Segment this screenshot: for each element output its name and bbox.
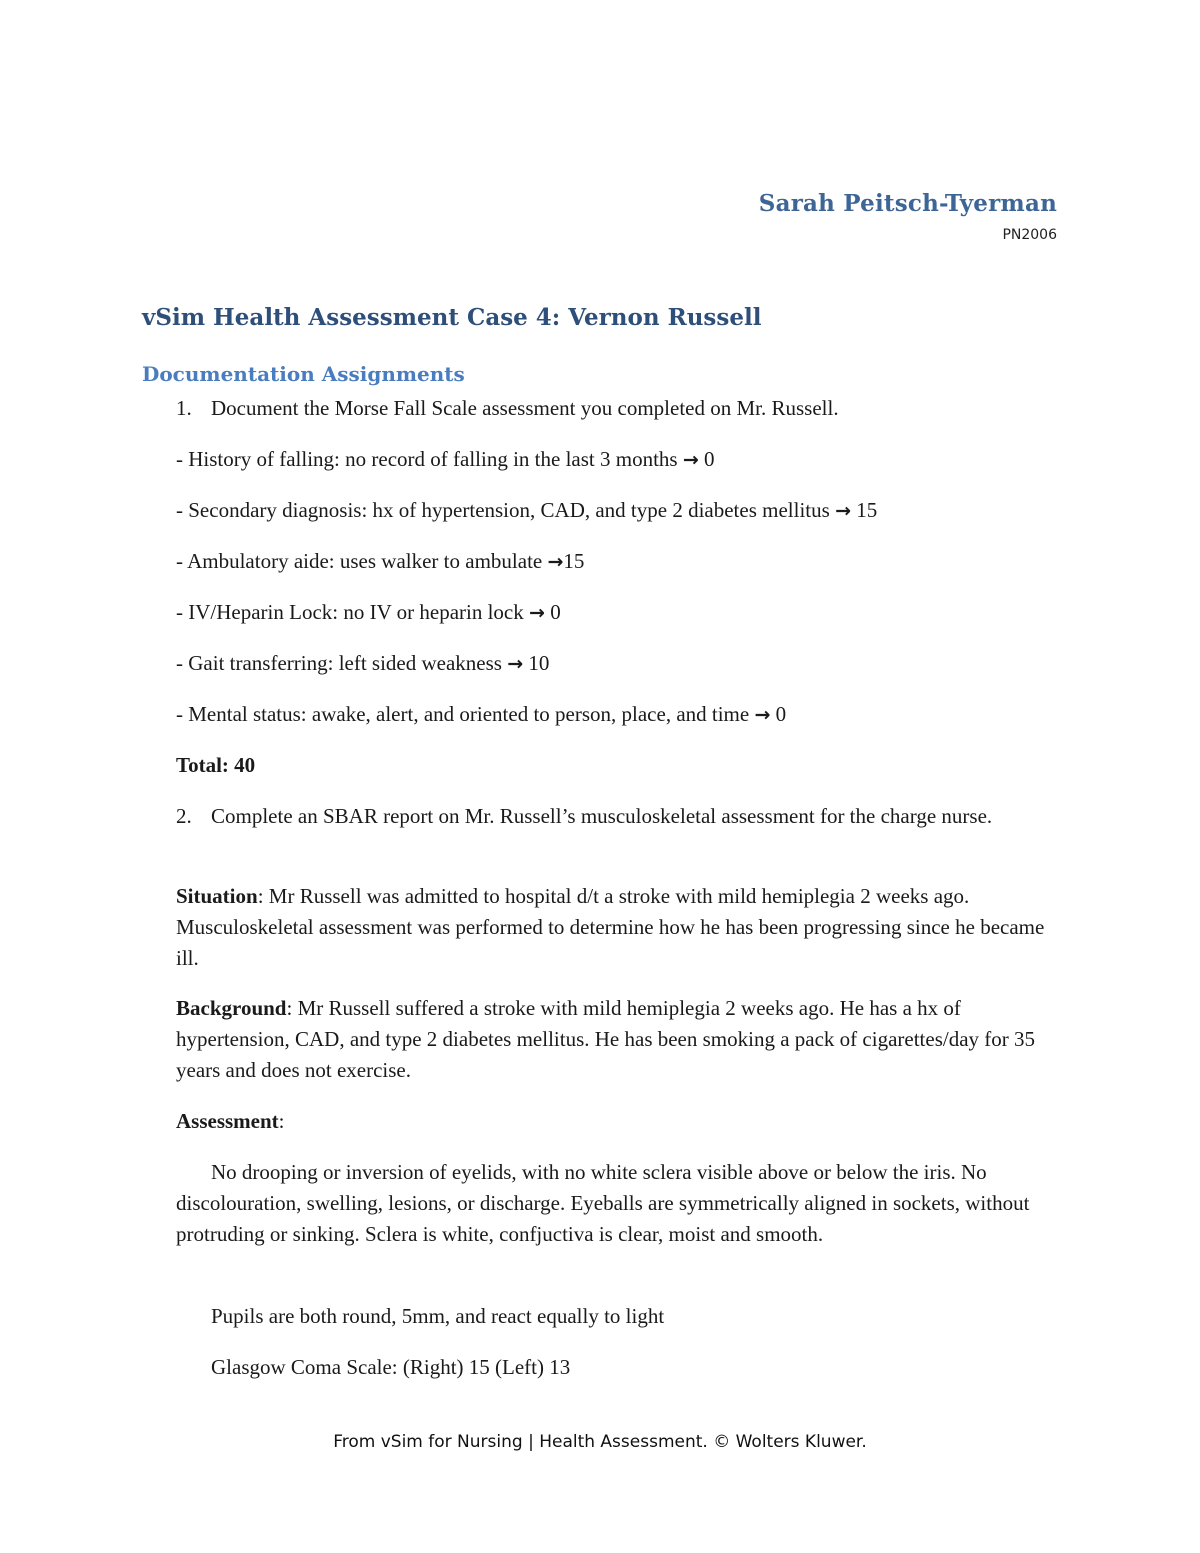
- arrow-right-icon: →: [754, 704, 771, 726]
- question-2-text: Complete an SBAR report on Mr. Russell’s musculoskeletal assessment for the charge nurse.: [211, 804, 993, 828]
- author-name: Sarah Peitsch-Tyerman: [758, 190, 1057, 217]
- assessment-pupils: Pupils are both round, 5mm, and react equally to light: [211, 1304, 665, 1328]
- assessment-glasgow: Glasgow Coma Scale: (Right) 15 (Left) 13: [211, 1355, 571, 1379]
- situation-label: Situation: [176, 884, 258, 908]
- sbar-situation: [176, 881, 1066, 974]
- background-text: : Mr Russell suffered a stroke with mild hemiplegia 2 weeks ago. He has a hx of hypertension, CAD, and type 2 diabetes mellitus. He has been smoking a pack of cigarettes/day for 35 years and does not exercise.: [176, 996, 1036, 1082]
- section-heading: Documentation Assignments: [142, 362, 465, 386]
- fall-item-score: 10: [523, 651, 550, 675]
- fall-item: [176, 495, 877, 527]
- fall-score-total: Total: 40: [176, 753, 256, 777]
- author-block: [759, 190, 1057, 243]
- document-title: vSim Health Assessment Case 4: Vernon Russell: [142, 304, 762, 331]
- arrow-right-icon: →: [835, 500, 851, 522]
- fall-item-score: 0: [770, 702, 787, 726]
- fall-item-text: - Mental status: awake, alert, and oriented to person, place, and time: [176, 702, 755, 726]
- fall-item-score: 0: [544, 600, 561, 624]
- fall-item: [176, 444, 715, 476]
- arrow-right-icon: →: [547, 551, 564, 573]
- fall-item-score: 15: [850, 498, 878, 522]
- fall-item: [176, 699, 786, 731]
- fall-item: [176, 546, 584, 578]
- fall-item-score: 15: [563, 549, 585, 573]
- assessment-paragraph: No drooping or inversion of eyelids, with no white sclera visible above or below the iris. No discolouration, swelling, lesions, or discharge. Eyeballs are symmetrically aligned in sockets, without protruding or sinking. Sclera is white, confjuctiva is clear, moist and smooth.: [176, 1160, 1030, 1246]
- arrow-right-icon: →: [682, 449, 699, 471]
- fall-item-text: - IV/Heparin Lock: no IV or heparin lock: [176, 600, 530, 624]
- assessment-suffix: :: [278, 1109, 285, 1133]
- course-code: PN2006: [1002, 227, 1057, 243]
- assessment-label: Assessment: [176, 1109, 279, 1133]
- page-footer: From vSim for Nursing | Health Assessment. © Wolters Kluwer.: [333, 1432, 867, 1452]
- situation-text: : Mr Russell was admitted to hospital d/t a stroke with mild hemiplegia 2 weeks ago. Musculoskeletal assessment was performed to determine how he has been progressing since he became ill.: [176, 884, 1045, 970]
- fall-item-text: - Secondary diagnosis: hx of hypertension, CAD, and type 2 diabetes mellitus: [176, 498, 836, 522]
- sbar-background: [176, 993, 1066, 1086]
- fall-item-score: 0: [698, 447, 715, 471]
- sbar-assessment-heading: [176, 1106, 285, 1137]
- question-1-number: 1.: [176, 396, 192, 420]
- fall-item-text: - Ambulatory aide: uses walker to ambulate: [176, 549, 548, 573]
- arrow-right-icon: →: [507, 653, 524, 675]
- background-label: Background: [176, 996, 287, 1020]
- arrow-right-icon: →: [529, 602, 545, 624]
- question-1-text: Document the Morse Fall Scale assessment you completed on Mr. Russell.: [211, 396, 839, 420]
- fall-item-text: - History of falling: no record of falling in the last 3 months: [176, 447, 683, 471]
- question-1: [176, 393, 839, 424]
- question-2-number: 2.: [176, 804, 192, 828]
- fall-item: [176, 597, 561, 629]
- fall-item-text: - Gait transferring: left sided weakness: [176, 651, 508, 675]
- fall-item: [176, 648, 549, 680]
- question-2: [176, 801, 1056, 832]
